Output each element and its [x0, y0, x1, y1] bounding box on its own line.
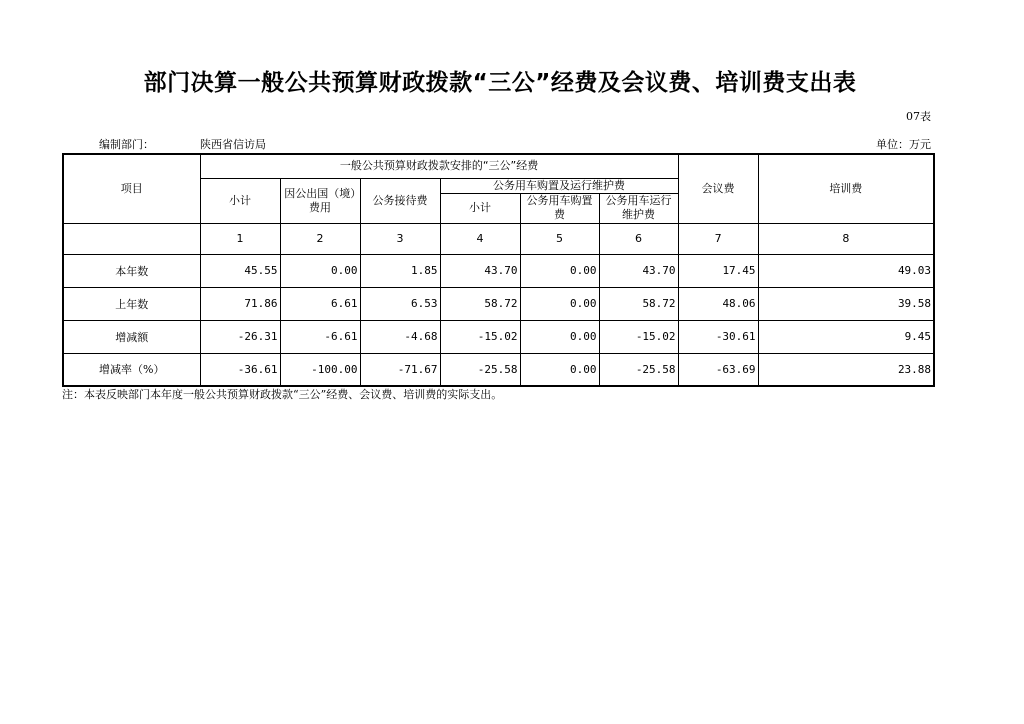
column-number: 1: [200, 223, 280, 254]
row-label: 增减率（%）: [63, 353, 200, 386]
table-cell: -30.61: [678, 320, 758, 353]
table-cell: 43.70: [599, 254, 678, 287]
table-row: [63, 353, 934, 386]
column-number: 7: [678, 223, 758, 254]
table-cell: 0.00: [520, 353, 599, 386]
department-value: 陕西省信访局: [200, 138, 266, 151]
table-cell: -6.61: [280, 320, 360, 353]
table-row: [63, 287, 934, 320]
header-subtotal: 小计: [200, 178, 280, 223]
table-cell: -100.00: [280, 353, 360, 386]
table-cell: 1.85: [360, 254, 440, 287]
table-cell: -15.02: [599, 320, 678, 353]
header-vehicle-operation: 公务用车运行维护费: [599, 193, 678, 223]
column-number: 8: [758, 223, 934, 254]
header-vehicle-group: 公务用车购置及运行维护费: [440, 178, 678, 193]
header-meeting: 会议费: [678, 154, 758, 223]
column-number-blank: [63, 223, 200, 254]
column-number: 3: [360, 223, 440, 254]
department-label: 编制部门：: [99, 138, 154, 151]
footnote: 注：本表反映部门本年度一般公共预算财政拨款“三公”经费、会议费、培训费的实际支出。: [62, 388, 503, 401]
table-cell: 6.61: [280, 287, 360, 320]
table-cell: -36.61: [200, 353, 280, 386]
table-cell: 0.00: [520, 320, 599, 353]
column-number: 5: [520, 223, 599, 254]
table-cell: 17.45: [678, 254, 758, 287]
table-cell: -15.02: [440, 320, 520, 353]
header-vehicle-subtotal: 小计: [440, 193, 520, 223]
table-cell: 6.53: [360, 287, 440, 320]
row-label: 本年数: [63, 254, 200, 287]
header-abroad: 因公出国（境）费用: [280, 178, 360, 223]
row-label: 上年数: [63, 287, 200, 320]
table-cell: -25.58: [599, 353, 678, 386]
table-cell: -63.69: [678, 353, 758, 386]
page-title: 部门决算一般公共预算财政拨款“三公”经费及会议费、培训费支出表: [143, 70, 857, 96]
header-item: 项目: [63, 154, 200, 223]
table-cell: 0.00: [280, 254, 360, 287]
header-training: 培训费: [758, 154, 934, 223]
table-cell: -4.68: [360, 320, 440, 353]
table-number: 07表: [906, 110, 931, 123]
table-cell: 45.55: [200, 254, 280, 287]
row-label: 增减额: [63, 320, 200, 353]
table-cell: 23.88: [758, 353, 934, 386]
table-cell: 43.70: [440, 254, 520, 287]
table-cell: 58.72: [440, 287, 520, 320]
table-cell: 49.03: [758, 254, 934, 287]
column-number: 2: [280, 223, 360, 254]
table-cell: 9.45: [758, 320, 934, 353]
table-row: [63, 320, 934, 353]
table-cell: 39.58: [758, 287, 934, 320]
column-number: 4: [440, 223, 520, 254]
header-vehicle-purchase: 公务用车购置费: [520, 193, 599, 223]
table-row: [63, 254, 934, 287]
table-cell: 0.00: [520, 287, 599, 320]
table-cell: 71.86: [200, 287, 280, 320]
expenditure-table: [62, 153, 935, 387]
table-cell: -25.58: [440, 353, 520, 386]
header-three-public-group: 一般公共预算财政拨款安排的“三公”经费: [200, 154, 678, 178]
table-cell: 0.00: [520, 254, 599, 287]
table-cell: -71.67: [360, 353, 440, 386]
column-number: 6: [599, 223, 678, 254]
table-cell: -26.31: [200, 320, 280, 353]
unit-label: 单位：万元: [876, 138, 931, 151]
header-reception: 公务接待费: [360, 178, 440, 223]
table-cell: 58.72: [599, 287, 678, 320]
table-cell: 48.06: [678, 287, 758, 320]
